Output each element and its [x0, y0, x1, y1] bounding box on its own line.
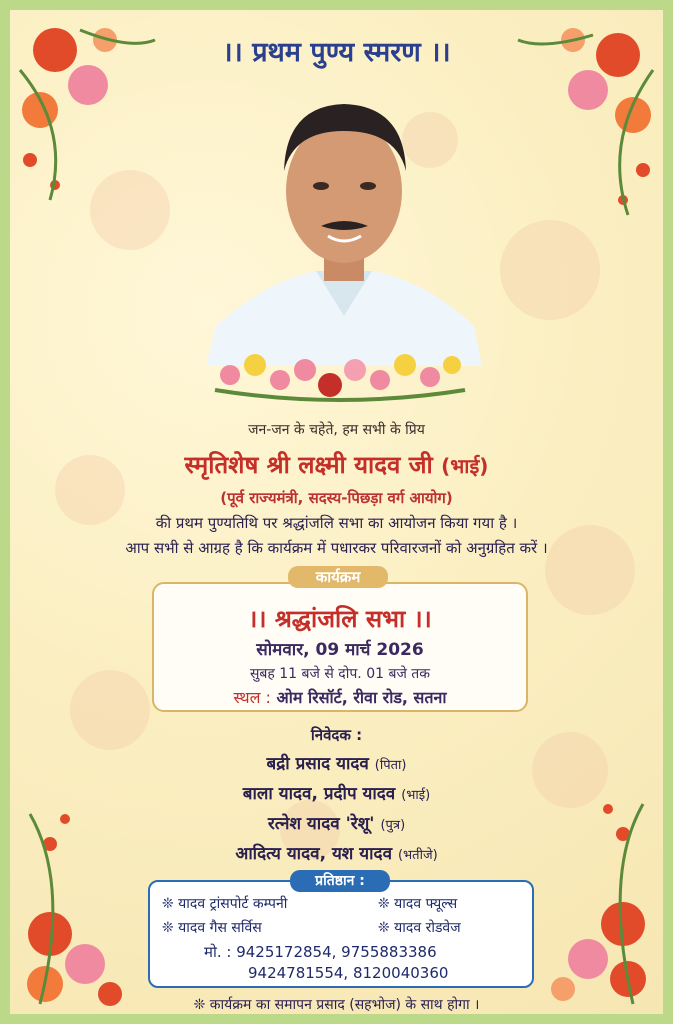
program-title: ।। श्रद्धांजलि सभा ।। [248, 605, 432, 633]
nivedak-heading: निवेदक : [310, 726, 363, 744]
invitation-line-2: आप सभी से आग्रह है कि कार्यक्रम में पधारकर परिवारजनों को अनुग्रहित करें । [125, 539, 548, 557]
pratishthan-item: ❊ यादव फ्यूल्स [378, 896, 458, 912]
footer-note: ❊ कार्यक्रम का समापन प्रसाद (सहभोज) के साथ होगा । [193, 997, 480, 1013]
flower-garland [210, 335, 470, 415]
nivedak-name: रत्नेश यादव 'रेशू' [267, 814, 375, 834]
pratishthan-item: ❊ यादव गैस सर्विस [162, 920, 262, 936]
nivedak-relation: (भतीजे) [397, 848, 438, 863]
program-venue [154, 686, 526, 708]
nivedak-row [10, 841, 663, 864]
honoree-name-text: स्मृतिशेष श्री लक्ष्मी यादव जी [184, 451, 433, 479]
pratishthan-tab: प्रतिष्ठान : [290, 870, 390, 892]
honoree-name-suffix: (भाई) [441, 454, 489, 478]
honoree-name [10, 448, 663, 481]
nivedak-relation: (पुत्र) [380, 818, 406, 833]
invitation-line-1: की प्रथम पुण्यतिथि पर श्रद्धांजलि सभा का आयोजन किया गया है । [155, 514, 518, 532]
nivedak-relation: (भाई) [401, 788, 431, 803]
venue-text: ओम रिसॉर्ट, रीवा रोड, सतना [276, 688, 447, 707]
pratishthan-item: ❊ यादव ट्रांसपोर्ट कम्पनी [162, 896, 288, 912]
pratishthan-item: ❊ यादव रोडवेज [378, 920, 461, 936]
nivedak-relation: (पिता) [374, 758, 407, 773]
tagline: जन-जन के चहेते, हम सभी के प्रिय [248, 422, 425, 438]
pratishthan-box [148, 880, 534, 988]
program-date: सोमवार, 09 मार्च 2026 [256, 640, 424, 660]
program-tab: कार्यक्रम [288, 566, 388, 588]
nivedak-name: आदित्य यादव, यश यादव [235, 844, 393, 864]
nivedak-name: बाला यादव, प्रदीप यादव [242, 784, 396, 804]
corner-flowers-bottom-left [10, 804, 160, 1014]
honoree-designation: (पूर्व राज्यमंत्री, सदस्य-पिछड़ा वर्ग आयोग) [220, 489, 453, 507]
venue-label: स्थल : [233, 688, 271, 707]
nivedak-row [10, 781, 663, 804]
mobile-numbers-1: मो. : 9425172854, 9755883386 [204, 943, 437, 961]
page-title: ।। प्रथम पुण्य स्मरण ।। [222, 37, 451, 68]
program-box [152, 582, 528, 712]
nivedak-row [10, 751, 663, 774]
program-time: सुबह 11 बजे से दोप. 01 बजे तक [249, 666, 431, 682]
portrait-photo [206, 76, 482, 366]
nivedak-row [10, 811, 663, 834]
mobile-numbers-2: 9424781554, 8120040360 [248, 964, 449, 982]
nivedak-name: बद्री प्रसाद यादव [266, 754, 369, 774]
